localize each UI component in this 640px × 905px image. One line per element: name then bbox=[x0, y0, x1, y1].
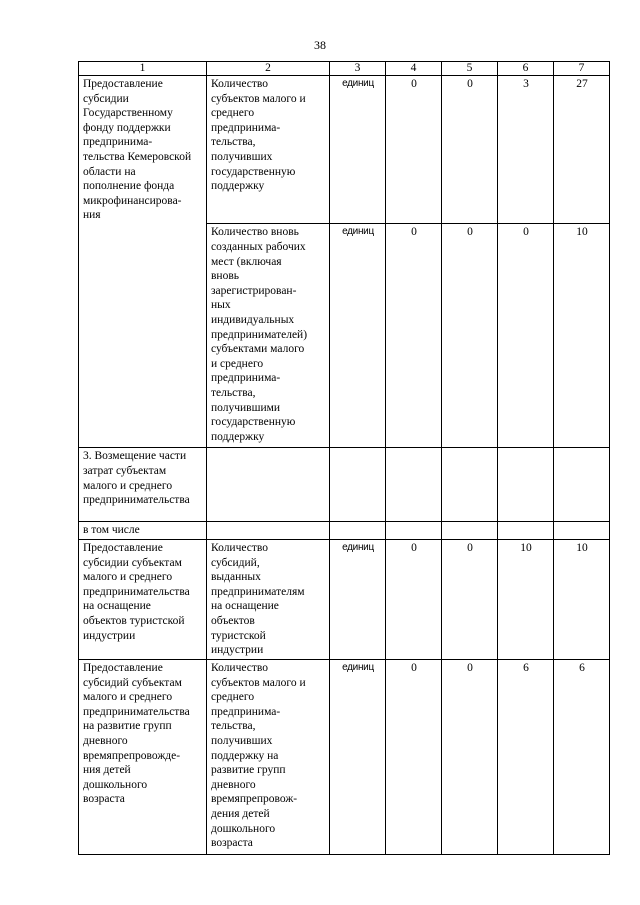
table-row bbox=[79, 76, 610, 224]
unit-cell: единиц bbox=[330, 76, 386, 224]
value-cell: 0 bbox=[386, 660, 442, 855]
column-header: 2 bbox=[207, 62, 330, 76]
column-header: 7 bbox=[554, 62, 610, 76]
indicator-cell: Количество субъектов малого и среднего предпринима- тельства, получивших поддержку на развитие групп дневного времяпрепровож- дения детей дошкольного возраста bbox=[207, 660, 330, 855]
unit-cell: единиц bbox=[330, 224, 386, 448]
unit-cell: единиц bbox=[330, 660, 386, 855]
value-cell bbox=[554, 522, 610, 540]
column-header: 5 bbox=[442, 62, 498, 76]
value-cell: 0 bbox=[442, 76, 498, 224]
page-number: 38 bbox=[314, 38, 326, 52]
value-cell: 6 bbox=[554, 660, 610, 855]
value-cell: 6 bbox=[498, 660, 554, 855]
value-cell: 0 bbox=[442, 224, 498, 448]
table-row bbox=[79, 660, 610, 855]
table-row bbox=[79, 522, 610, 540]
indicator-cell: Количество субсидий, выданных предпринимателям на оснащение объектов туристской индустрии bbox=[207, 540, 330, 660]
value-cell: 3 bbox=[498, 76, 554, 224]
value-cell: 0 bbox=[386, 76, 442, 224]
unit-cell bbox=[330, 522, 386, 540]
value-cell: 0 bbox=[498, 224, 554, 448]
table-row bbox=[79, 448, 610, 522]
column-header: 1 bbox=[79, 62, 207, 76]
column-header: 6 bbox=[498, 62, 554, 76]
value-cell: 0 bbox=[442, 540, 498, 660]
value-cell bbox=[386, 448, 442, 522]
table-row bbox=[79, 224, 610, 448]
activity-cell: Предоставление субсидии Государственному фонду поддержки предпринима- тельства Кемеровской области на пополнение фонда микрофинансирова- ния bbox=[79, 76, 207, 224]
value-cell: 0 bbox=[386, 224, 442, 448]
unit-cell bbox=[330, 448, 386, 522]
indicator-cell: Количество субъектов малого и среднего предпринима- тельства, получивших государственную поддержку bbox=[207, 76, 330, 224]
value-cell bbox=[442, 448, 498, 522]
value-cell: 0 bbox=[442, 660, 498, 855]
indicator-cell: Количество вновь созданных рабочих мест (включая вновь зарегистрирован- ных индивидуальных предпринимателей) субъектами малого и среднего предпринима- тельства, получившими государственную поддержку bbox=[207, 224, 330, 448]
value-cell: 0 bbox=[386, 540, 442, 660]
indicator-cell bbox=[207, 448, 330, 522]
value-cell: 10 bbox=[554, 224, 610, 448]
table-header-row bbox=[79, 62, 610, 76]
value-cell bbox=[386, 522, 442, 540]
indicator-cell bbox=[207, 522, 330, 540]
value-cell bbox=[442, 522, 498, 540]
column-header: 4 bbox=[386, 62, 442, 76]
including-label-cell: в том числе bbox=[79, 522, 207, 540]
section-heading-cell: 3. Возмещение части затрат субъектам малого и среднего предпринимательства bbox=[79, 448, 207, 522]
value-cell bbox=[498, 522, 554, 540]
unit-cell: единиц bbox=[330, 540, 386, 660]
value-cell bbox=[554, 448, 610, 522]
activity-cell: Предоставление субсидии субъектам малого и среднего предпринимательства на оснащение объектов туристской индустрии bbox=[79, 540, 207, 660]
table-row bbox=[79, 540, 610, 660]
value-cell: 10 bbox=[498, 540, 554, 660]
activity-cell: Предоставление субсидий субъектам малого и среднего предпринимательства на развитие групп дневного времяпрепровожде- ния детей дошкольного возраста bbox=[79, 660, 207, 855]
indicators-table bbox=[78, 61, 610, 855]
value-cell bbox=[498, 448, 554, 522]
activity-cell bbox=[79, 224, 207, 448]
value-cell: 10 bbox=[554, 540, 610, 660]
column-header: 3 bbox=[330, 62, 386, 76]
value-cell: 27 bbox=[554, 76, 610, 224]
